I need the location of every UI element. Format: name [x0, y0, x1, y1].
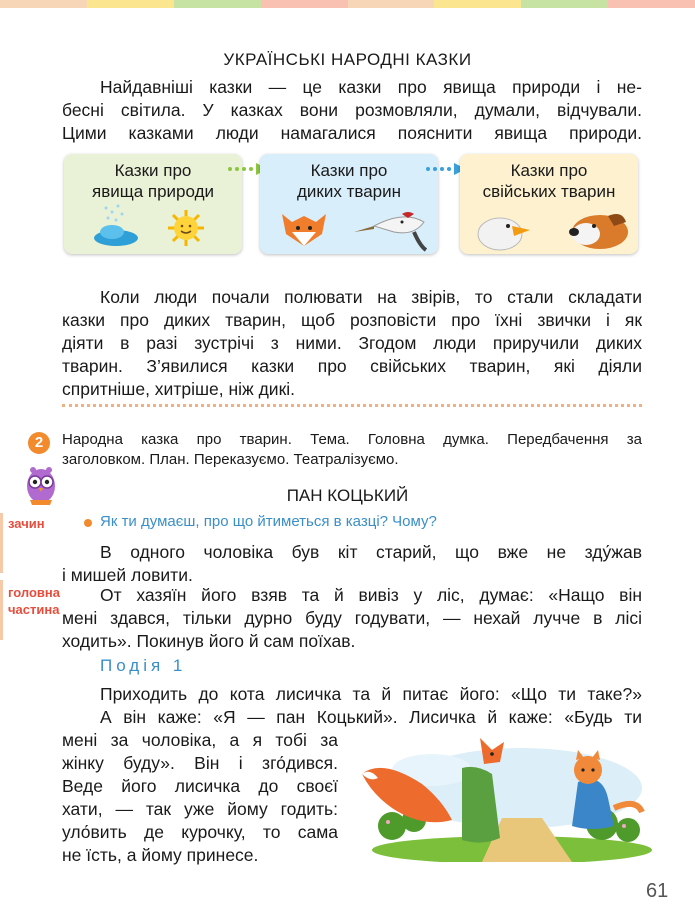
text-line: казки про диких тварин, щоб розповісти про їхні звички і як [62, 310, 642, 330]
text-line: Цими казками люди намагалися пояснити явища природи. [62, 123, 642, 143]
text-line: не їсть, а йому принесе. [62, 845, 259, 865]
text-line: Народна казка про тварин. Тема. Головна думка. Передбачення за [62, 431, 642, 448]
card-label-line: свійських тварин [482, 182, 616, 201]
top-bar-segment [87, 0, 174, 8]
story-title: ПАН КОЦЬКИЙ [286, 486, 409, 505]
text-line [62, 683, 642, 706]
event-label: Подія 1 [100, 656, 187, 675]
history-paragraph [62, 286, 642, 401]
card-label [64, 160, 242, 202]
story-paragraph-3 [62, 683, 642, 729]
side-marker-bar [0, 513, 3, 573]
top-bar-segment [0, 0, 87, 8]
text-line: бесні світила. У казках вони розмовляли, думали, відчували. [62, 100, 642, 120]
top-bar-segment [521, 0, 608, 8]
card-label-line: диких тварин [297, 182, 401, 201]
card-nature-tales [64, 154, 242, 254]
text-line: уло́вить де курочку, то сама [62, 822, 338, 842]
dotted-divider [62, 404, 642, 407]
bullet-dot-icon [84, 519, 92, 527]
card-label-line: Казки про [510, 161, 588, 180]
fox-and-cat-illustration [352, 728, 652, 862]
card-domestic-animal-tales [460, 154, 638, 254]
text-line [62, 286, 642, 309]
text-line: хати, — так уже йому годить: [62, 799, 338, 819]
card-label-line: явища природи [91, 182, 214, 201]
rain-cloud-sun-icon [86, 202, 226, 250]
text-line: мені за чоловіка, а я тобі за [62, 730, 338, 750]
text-line [62, 584, 642, 607]
text-line: ходить». Покинув його й сам поїхав. [62, 631, 356, 651]
task-number-badge: 2 [28, 432, 50, 454]
card-wild-animal-tales [260, 154, 438, 254]
section-title: УКРАЇНСЬКІ НАРОДНІ КАЗКИ [223, 50, 472, 69]
story-paragraph-2 [62, 584, 642, 653]
text-span: От хазяїн його взяв та й вивіз у ліс, думає: «Нащо він [100, 585, 642, 605]
text-line: і мишей ловити. [62, 565, 193, 585]
task-description [62, 430, 642, 470]
fox-crane-icon [274, 202, 434, 252]
card-label [460, 160, 638, 202]
text-line: заголовком. План. Переказуємо. Театралізуємо. [62, 451, 399, 468]
goose-dog-icon [474, 204, 634, 252]
side-marker-bar [0, 580, 3, 640]
top-bar-segment [261, 0, 348, 8]
side-label-main-2: частина [8, 602, 60, 617]
text-line: тварин. З’явилися казки про свійських тварин, які діяли [62, 356, 642, 376]
text-line: Веде його лисичка до своєї [62, 776, 338, 796]
text-span: Приходить до кота лисичка та й питає його: «Що ти таке?» [100, 684, 642, 704]
story-paragraph-4 [62, 729, 338, 867]
text-line [62, 76, 642, 99]
top-bar-segment [608, 0, 695, 8]
text-span: Найдавніші казки — це казки про явища природи і не- [100, 77, 642, 97]
side-label-main-1: головна [8, 585, 60, 600]
text-span: В одного чоловіка був кіт старий, що вже не зду́жав [100, 542, 642, 562]
top-bar-segment [174, 0, 261, 8]
card-label [260, 160, 438, 202]
story-paragraph-1 [62, 541, 642, 587]
top-color-bar [0, 0, 695, 8]
top-bar-segment [348, 0, 435, 8]
text-line: діяти в разі зустрічі з ними. Згодом люди приручили диких [62, 333, 642, 353]
text-line [62, 706, 642, 729]
question-text: Як ти думаєш, про що йтиметься в казці? Чому? [100, 513, 437, 530]
text-span: Коли люди почали полювати на звірів, то стали складати [100, 287, 642, 307]
text-span: А він каже: «Я — пан Коцький». Лисичка й каже: «Будь ти [100, 707, 642, 727]
top-bar-segment [434, 0, 521, 8]
card-label-line: Казки про [114, 161, 192, 180]
card-label-line: Казки про [310, 161, 388, 180]
page-number: 61 [646, 880, 669, 902]
text-line [62, 541, 642, 564]
intro-paragraph [62, 76, 642, 145]
text-line: жінку буду». Він і зго́дився. [62, 753, 338, 773]
text-line: спритніше, хитріше, ніж дикі. [62, 379, 295, 399]
text-line: мені здався, тільки дурно буду годувати, — нехай лучче в лісі [62, 608, 642, 628]
side-label-beginning: зачин [8, 516, 45, 531]
